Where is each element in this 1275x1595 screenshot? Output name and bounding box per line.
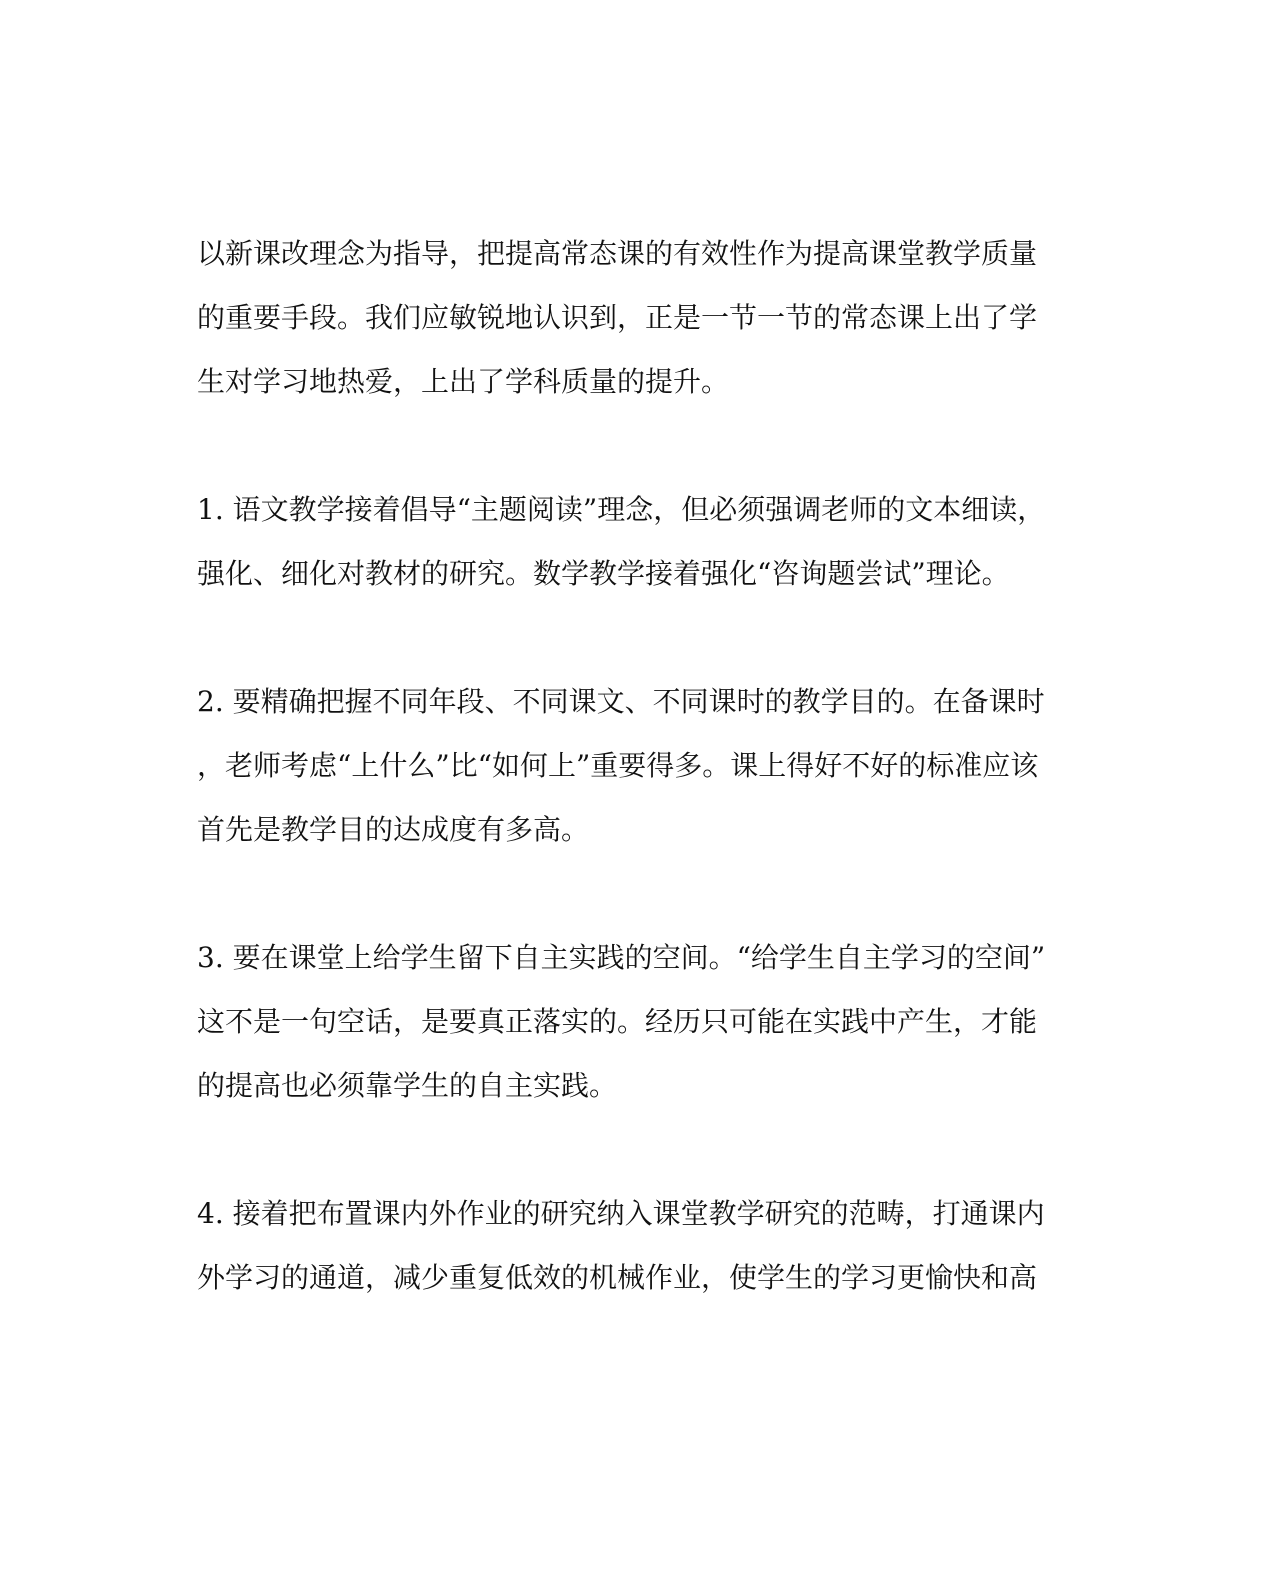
text-line: 生对学习地热爱，上出了学科质量的提升。 <box>197 365 730 398</box>
text-line: 3. 要在课堂上给学生留下自主实践的空间。“给学生自主学习的空间” <box>197 941 1046 974</box>
text-line: 首先是教学目的达成度有多高。 <box>197 813 590 846</box>
text-line: 以新课改理念为指导，把提高常态课的有效性作为提高课堂教学质量 <box>197 237 1038 270</box>
text-line: 的提高也必须靠学生的自主实践。 <box>197 1069 618 1102</box>
text-line: 外学习的通道，减少重复低效的机械作业，使学生的学习更愉快和高 <box>197 1261 1038 1294</box>
text-line: 强化、细化对教材的研究。数学教学接着强化“咨询题尝试”理论。 <box>197 557 1010 590</box>
text-line: 这不是一句空话，是要真正落实的。经历只可能在实践中产生，才能 <box>197 1005 1038 1038</box>
text-line: ，老师考虑“上什么”比“如何上”重要得多。课上得好不好的标准应该 <box>197 749 1039 782</box>
text-line: 2. 要精确把握不同年段、不同课文、不同课时的教学目的。在备课时 <box>197 685 1045 718</box>
text-line: 1. 语文教学接着倡导“主题阅读”理念，但必须强调老师的文本细读， <box>197 493 1046 526</box>
text-line: 的重要手段。我们应敏锐地认识到，正是一节一节的常态课上出了学 <box>197 301 1038 334</box>
text-line: 4. 接着把布置课内外作业的研究纳入课堂教学研究的范畴，打通课内 <box>197 1197 1045 1230</box>
